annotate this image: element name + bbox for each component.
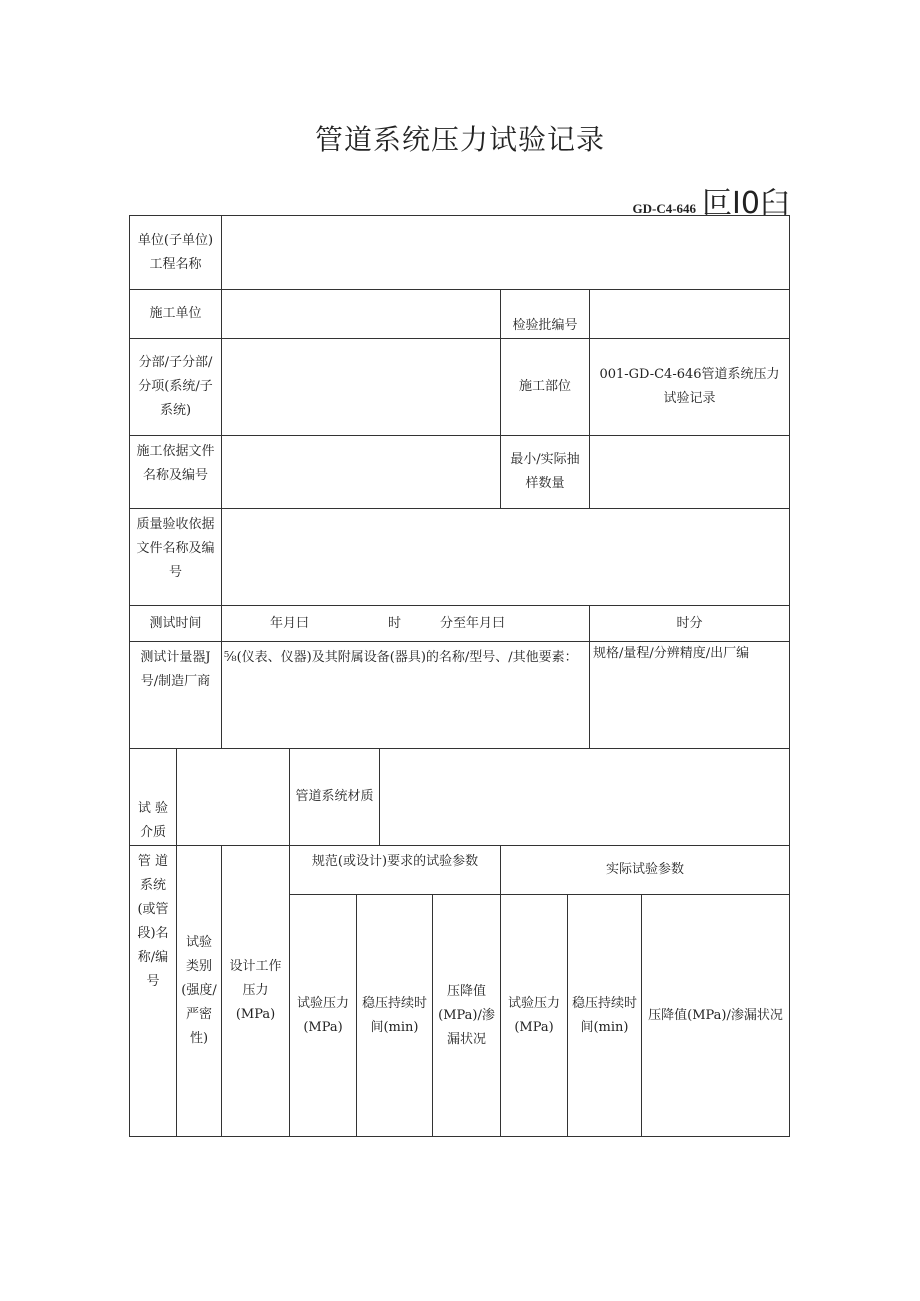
label-sample-qty: 最小/实际抽样数量 <box>500 435 590 509</box>
field-basis-doc[interactable] <box>221 435 501 509</box>
label-inspection-lot-no: 检验批编号 <box>500 289 590 339</box>
label-pipe-name: 管 道 系统(或管段)名称/编号 <box>129 845 177 1137</box>
label-spec-params: 规范(或设计)要求的试验参数 <box>289 845 501 895</box>
label-hold-time-actual: 稳压持续时间(min) <box>567 894 642 1137</box>
label-construction-unit: 施工单位 <box>129 289 222 339</box>
label-test-pressure: 试验压力(MPa) <box>289 894 357 1137</box>
field-construction-unit[interactable] <box>221 289 501 339</box>
label-pipe-material: 管道系统材质 <box>289 748 380 846</box>
form-code: GD-C4-646 <box>632 201 697 216</box>
label-pressure-drop-actual: 压降值(MPa)/渗漏状况 <box>641 894 790 1137</box>
field-inspection-lot-no[interactable] <box>589 289 790 339</box>
label-acceptance-doc: 质量验收依据文件名称及编号 <box>129 508 222 606</box>
field-unit-name[interactable] <box>221 215 790 290</box>
test-time-ymd: 年月曰 <box>270 616 310 631</box>
field-sample-qty[interactable] <box>589 435 790 509</box>
label-construction-part: 施工部位 <box>500 338 590 436</box>
field-acceptance-doc[interactable] <box>221 508 790 606</box>
field-pipe-material[interactable] <box>379 748 790 846</box>
meter-description: ⅝(仪表、仪器)及其附属设备(器具)的名称/型号、/其他要素： <box>221 641 590 749</box>
label-test-pressure-actual: 试验压力(MPa) <box>500 894 568 1137</box>
test-time-to: 分至年月曰 <box>440 616 506 631</box>
label-test-type: 试验类别(强度/严密性) <box>176 845 222 1137</box>
page-title: 管道系统压力试验记录 <box>314 123 605 156</box>
test-time-end: 时分 <box>589 605 790 642</box>
label-division: 分部/子分部/分项(系统/子系统) <box>129 338 222 436</box>
code-boxes: 叵I0臼 <box>702 186 790 221</box>
label-test-time: 测试时间 <box>129 605 222 642</box>
meter-spec: 规格/量程/分辨精度/出厂编 <box>589 641 790 749</box>
label-actual-params: 实际试验参数 <box>500 845 790 895</box>
record-form <box>129 215 790 1137</box>
value-construction-part: 001-GD-C4-646管道系统压力试验记录 <box>589 338 790 436</box>
label-unit-name: 单位(子单位)工程名称 <box>129 215 222 290</box>
field-test-medium[interactable] <box>176 748 290 846</box>
label-pressure-drop: 压降值(MPa)/渗漏状况 <box>432 894 501 1137</box>
label-basis-doc: 施工依据文件名称及编号 <box>129 435 222 509</box>
field-division[interactable] <box>221 338 501 436</box>
label-design-pressure: 设计工作压力(MPa) <box>221 845 290 1137</box>
label-test-medium: 试 验 介质 <box>129 748 177 846</box>
test-time-hour: 时 <box>388 616 402 631</box>
label-hold-time: 稳压持续时间(min) <box>356 894 433 1137</box>
label-meter: 测试计量器J号/制造厂商 <box>129 641 222 749</box>
field-test-time[interactable] <box>221 605 590 642</box>
